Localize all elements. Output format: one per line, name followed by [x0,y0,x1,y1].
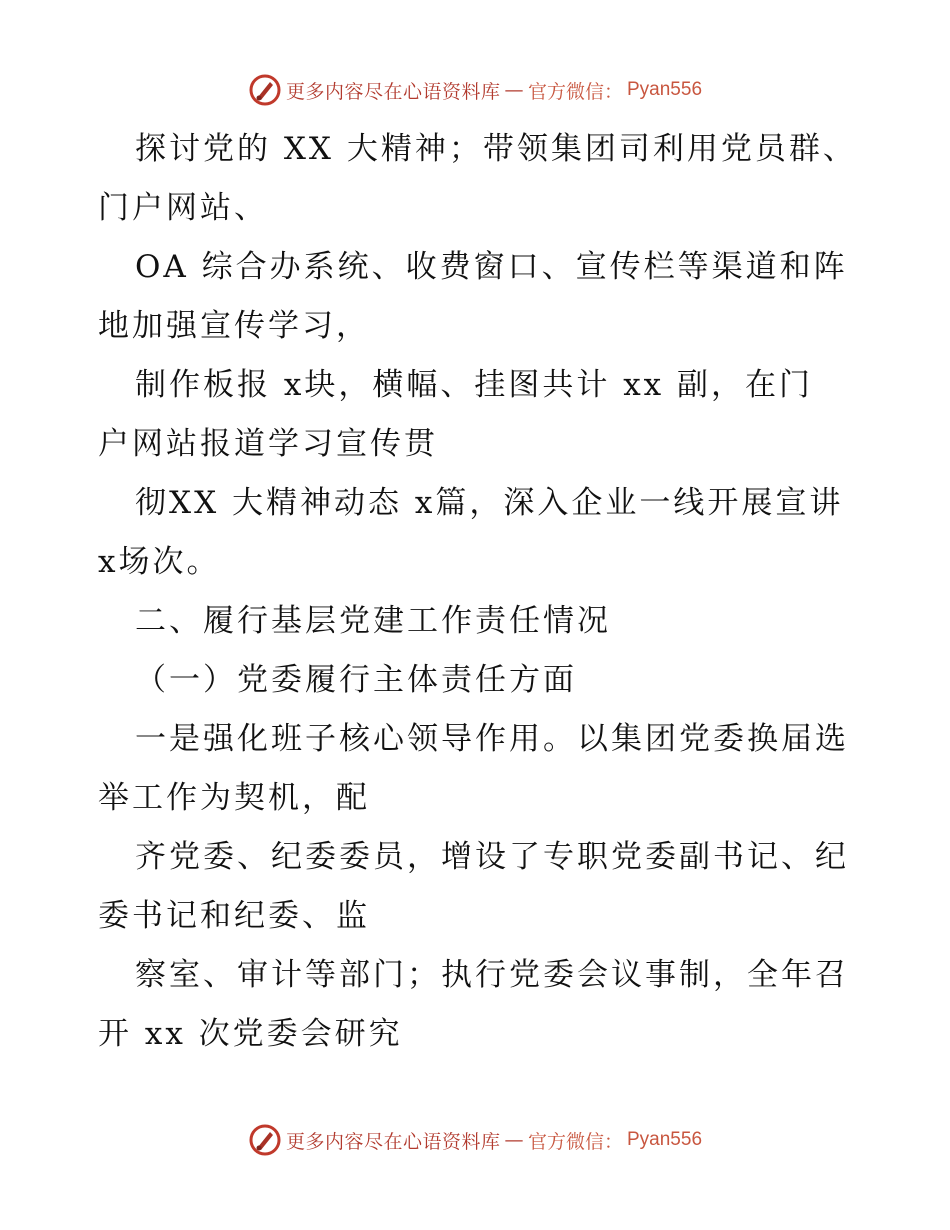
text-line: OA 综合办系统、收费窗口、宣传栏等渠道和阵 [135,249,848,285]
text-line: 探讨党的 XX 大精神；带领集团司利用党员群、 [135,131,857,167]
text-line: 彻XX 大精神动态 x篇，深入企业一线开展宣讲 [135,485,844,521]
text-line: 制作板报 x块，横幅、挂图共计 xx 副，在门 [135,367,814,403]
header-watermark [0,70,950,110]
text-line: 地加强宣传学习， [98,308,370,344]
pen-logo-icon [248,73,282,107]
text-line: 二、履行基层党建工作责任情况 [135,603,611,639]
text-line: 门户网站、 [98,190,268,226]
text-line: 户网站报道学习宣传贯 [98,426,438,462]
text-line: 委书记和纪委、监 [98,898,370,934]
text-line: 举工作为契机，配 [98,780,370,816]
watermark-wechat-label: 官方微信： [527,80,623,103]
text-line: 察室、审计等部门；执行党委会议事制，全年召 [135,957,849,993]
watermark-wechat-label: 官方微信： [527,1130,623,1153]
watermark-wechat-id: Pyan556 [627,1129,703,1150]
footer-watermark [0,1120,950,1160]
watermark-text: 更多内容尽在心语资料库 [285,1130,501,1153]
watermark-dash: — [504,79,524,101]
text-line: x场次。 [98,544,221,580]
pen-logo-icon [248,1123,282,1157]
text-line: 开 xx 次党委会研究 [98,1016,403,1052]
text-line: （一）党委履行主体责任方面 [135,662,577,698]
text-line: 齐党委、纪委委员，增设了专职党委副书记、纪 [135,839,849,875]
watermark-text: 更多内容尽在心语资料库 [285,80,501,103]
document-body [98,120,868,1064]
watermark-wechat-id: Pyan556 [627,79,703,100]
watermark-dash: — [504,1129,524,1151]
text-line: 一是强化班子核心领导作用。以集团党委换届选 [135,721,849,757]
